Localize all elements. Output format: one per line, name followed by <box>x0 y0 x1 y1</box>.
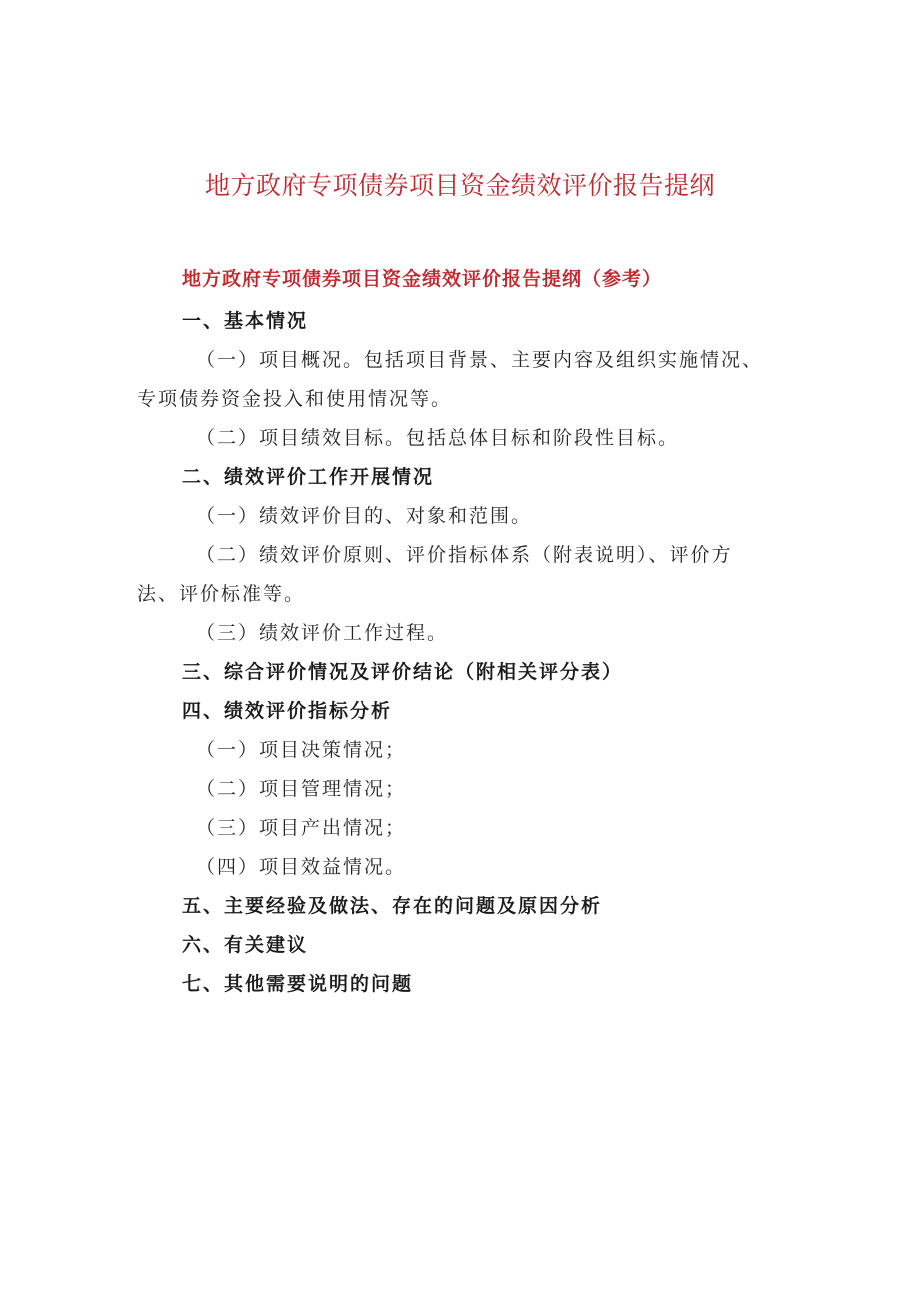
section-heading-5: 五、主要经验及做法、存在的问题及原因分析 <box>182 895 603 917</box>
section-heading-4: 四、绩效评价指标分析 <box>182 700 393 722</box>
subsection-4-2: （二）项目管理情况； <box>196 778 407 800</box>
subsection-1-2: （二）项目绩效目标。包括总体目标和阶段性目标。 <box>196 427 680 449</box>
section-heading-1: 一、基本情况 <box>182 310 309 332</box>
section-heading-7: 七、其他需要说明的问题 <box>182 973 414 995</box>
subsection-1-1: （一）项目概况。包括项目背景、主要内容及组织实施情况、 <box>196 349 764 371</box>
subsection-2-2: （二）绩效评价原则、评价指标体系（附表说明）、评价方 <box>196 544 733 566</box>
subsection-4-4: （四）项目效益情况。 <box>196 856 407 878</box>
subsection-1-1-continued: 专项债券资金投入和使用情况等。 <box>137 388 453 410</box>
outline-subtitle: 地方政府专项债券项目资金绩效评价报告提纲（参考） <box>182 268 663 290</box>
section-heading-6: 六、有关建议 <box>182 934 309 956</box>
subsection-2-3: （三）绩效评价工作过程。 <box>196 622 449 644</box>
subsection-2-2-continued: 法、评价标准等。 <box>137 583 306 605</box>
subsection-2-1: （一）绩效评价目的、对象和范围。 <box>196 505 533 527</box>
subsection-4-3: （三）项目产出情况； <box>196 817 407 839</box>
subsection-4-1: （一）项目决策情况； <box>196 739 407 761</box>
document-title: 地方政府专项债券项目资金绩效评价报告提纲 <box>204 171 715 200</box>
section-heading-3: 三、综合评价情况及评价结论（附相关评分表） <box>182 661 624 683</box>
section-heading-2: 二、绩效评价工作开展情况 <box>182 466 435 488</box>
